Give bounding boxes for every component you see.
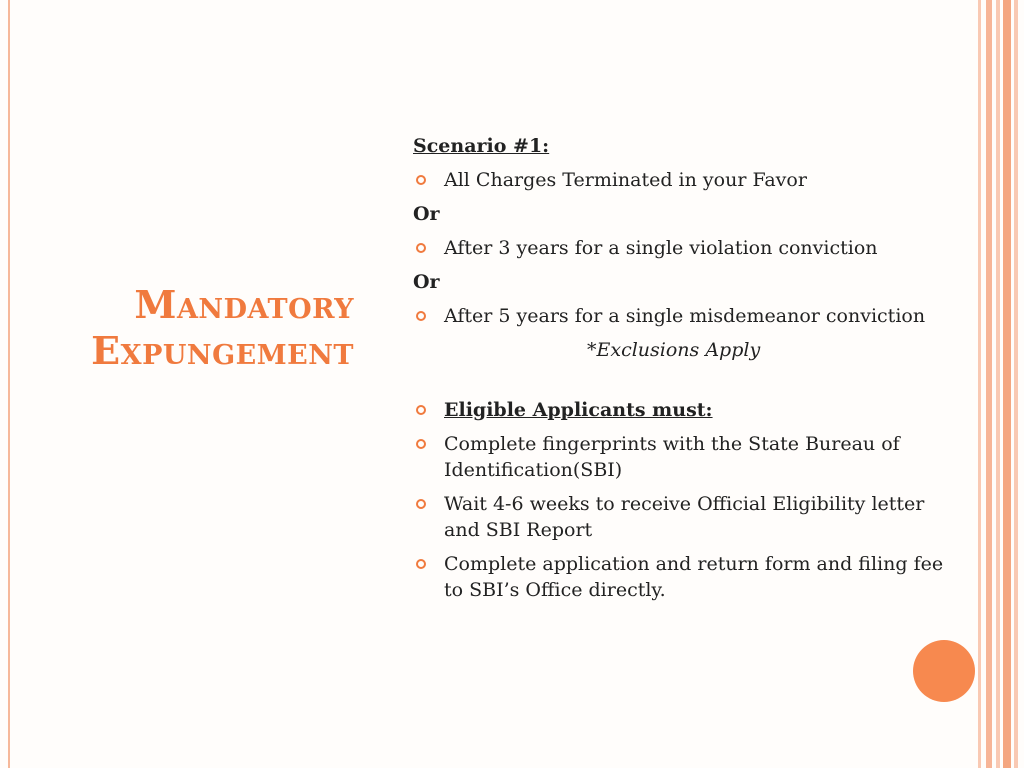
ring-bullet-icon [416, 405, 426, 415]
eligible-heading: Eligible Applicants must: [444, 399, 713, 421]
slide-title [91, 282, 354, 374]
note-text: Exclusions Apply [596, 339, 761, 361]
bullet-text: All Charges Terminated in your Favor [444, 169, 807, 191]
scenario-heading: Scenario #1: [413, 135, 550, 157]
list-item [413, 551, 953, 603]
ring-bullet-icon [416, 311, 426, 321]
list-item [413, 235, 953, 261]
list-item [413, 431, 953, 483]
right-decor-stripe [1003, 0, 1011, 768]
ring-bullet-icon [416, 439, 426, 449]
step-text: Complete fingerprints with the State Bureau of Identification(SBI) [444, 433, 900, 481]
list-item [413, 491, 953, 543]
ring-bullet-icon [416, 559, 426, 569]
ring-bullet-icon [416, 499, 426, 509]
title-line-1: Mandatory [134, 282, 354, 327]
list-item [413, 397, 953, 423]
spacer [413, 371, 953, 397]
step-text: Complete application and return form and filing fee to SBI’s Office directly. [444, 553, 944, 601]
list-item [413, 303, 953, 329]
ring-bullet-icon [416, 175, 426, 185]
or-label: Or [413, 203, 440, 225]
right-decor-stripe [978, 0, 981, 768]
list-item [413, 167, 953, 193]
slide-content [413, 133, 953, 611]
note-asterisk: * [587, 339, 597, 361]
right-decor-stripe [1014, 0, 1018, 768]
right-decor-stripe [996, 0, 1000, 768]
ring-bullet-icon [416, 243, 426, 253]
orange-circle [913, 640, 975, 702]
step-text: Wait 4-6 weeks to receive Official Eligibility letter and SBI Report [444, 493, 925, 541]
left-border-stripe [8, 0, 10, 768]
title-line-2: Expungement [91, 328, 354, 373]
bullet-text: After 5 years for a single misdemeanor conviction [444, 305, 926, 327]
right-decor-stripe [986, 0, 992, 768]
bullet-text: After 3 years for a single violation conviction [444, 237, 878, 259]
exclusions-note [413, 337, 953, 363]
or-label: Or [413, 271, 440, 293]
